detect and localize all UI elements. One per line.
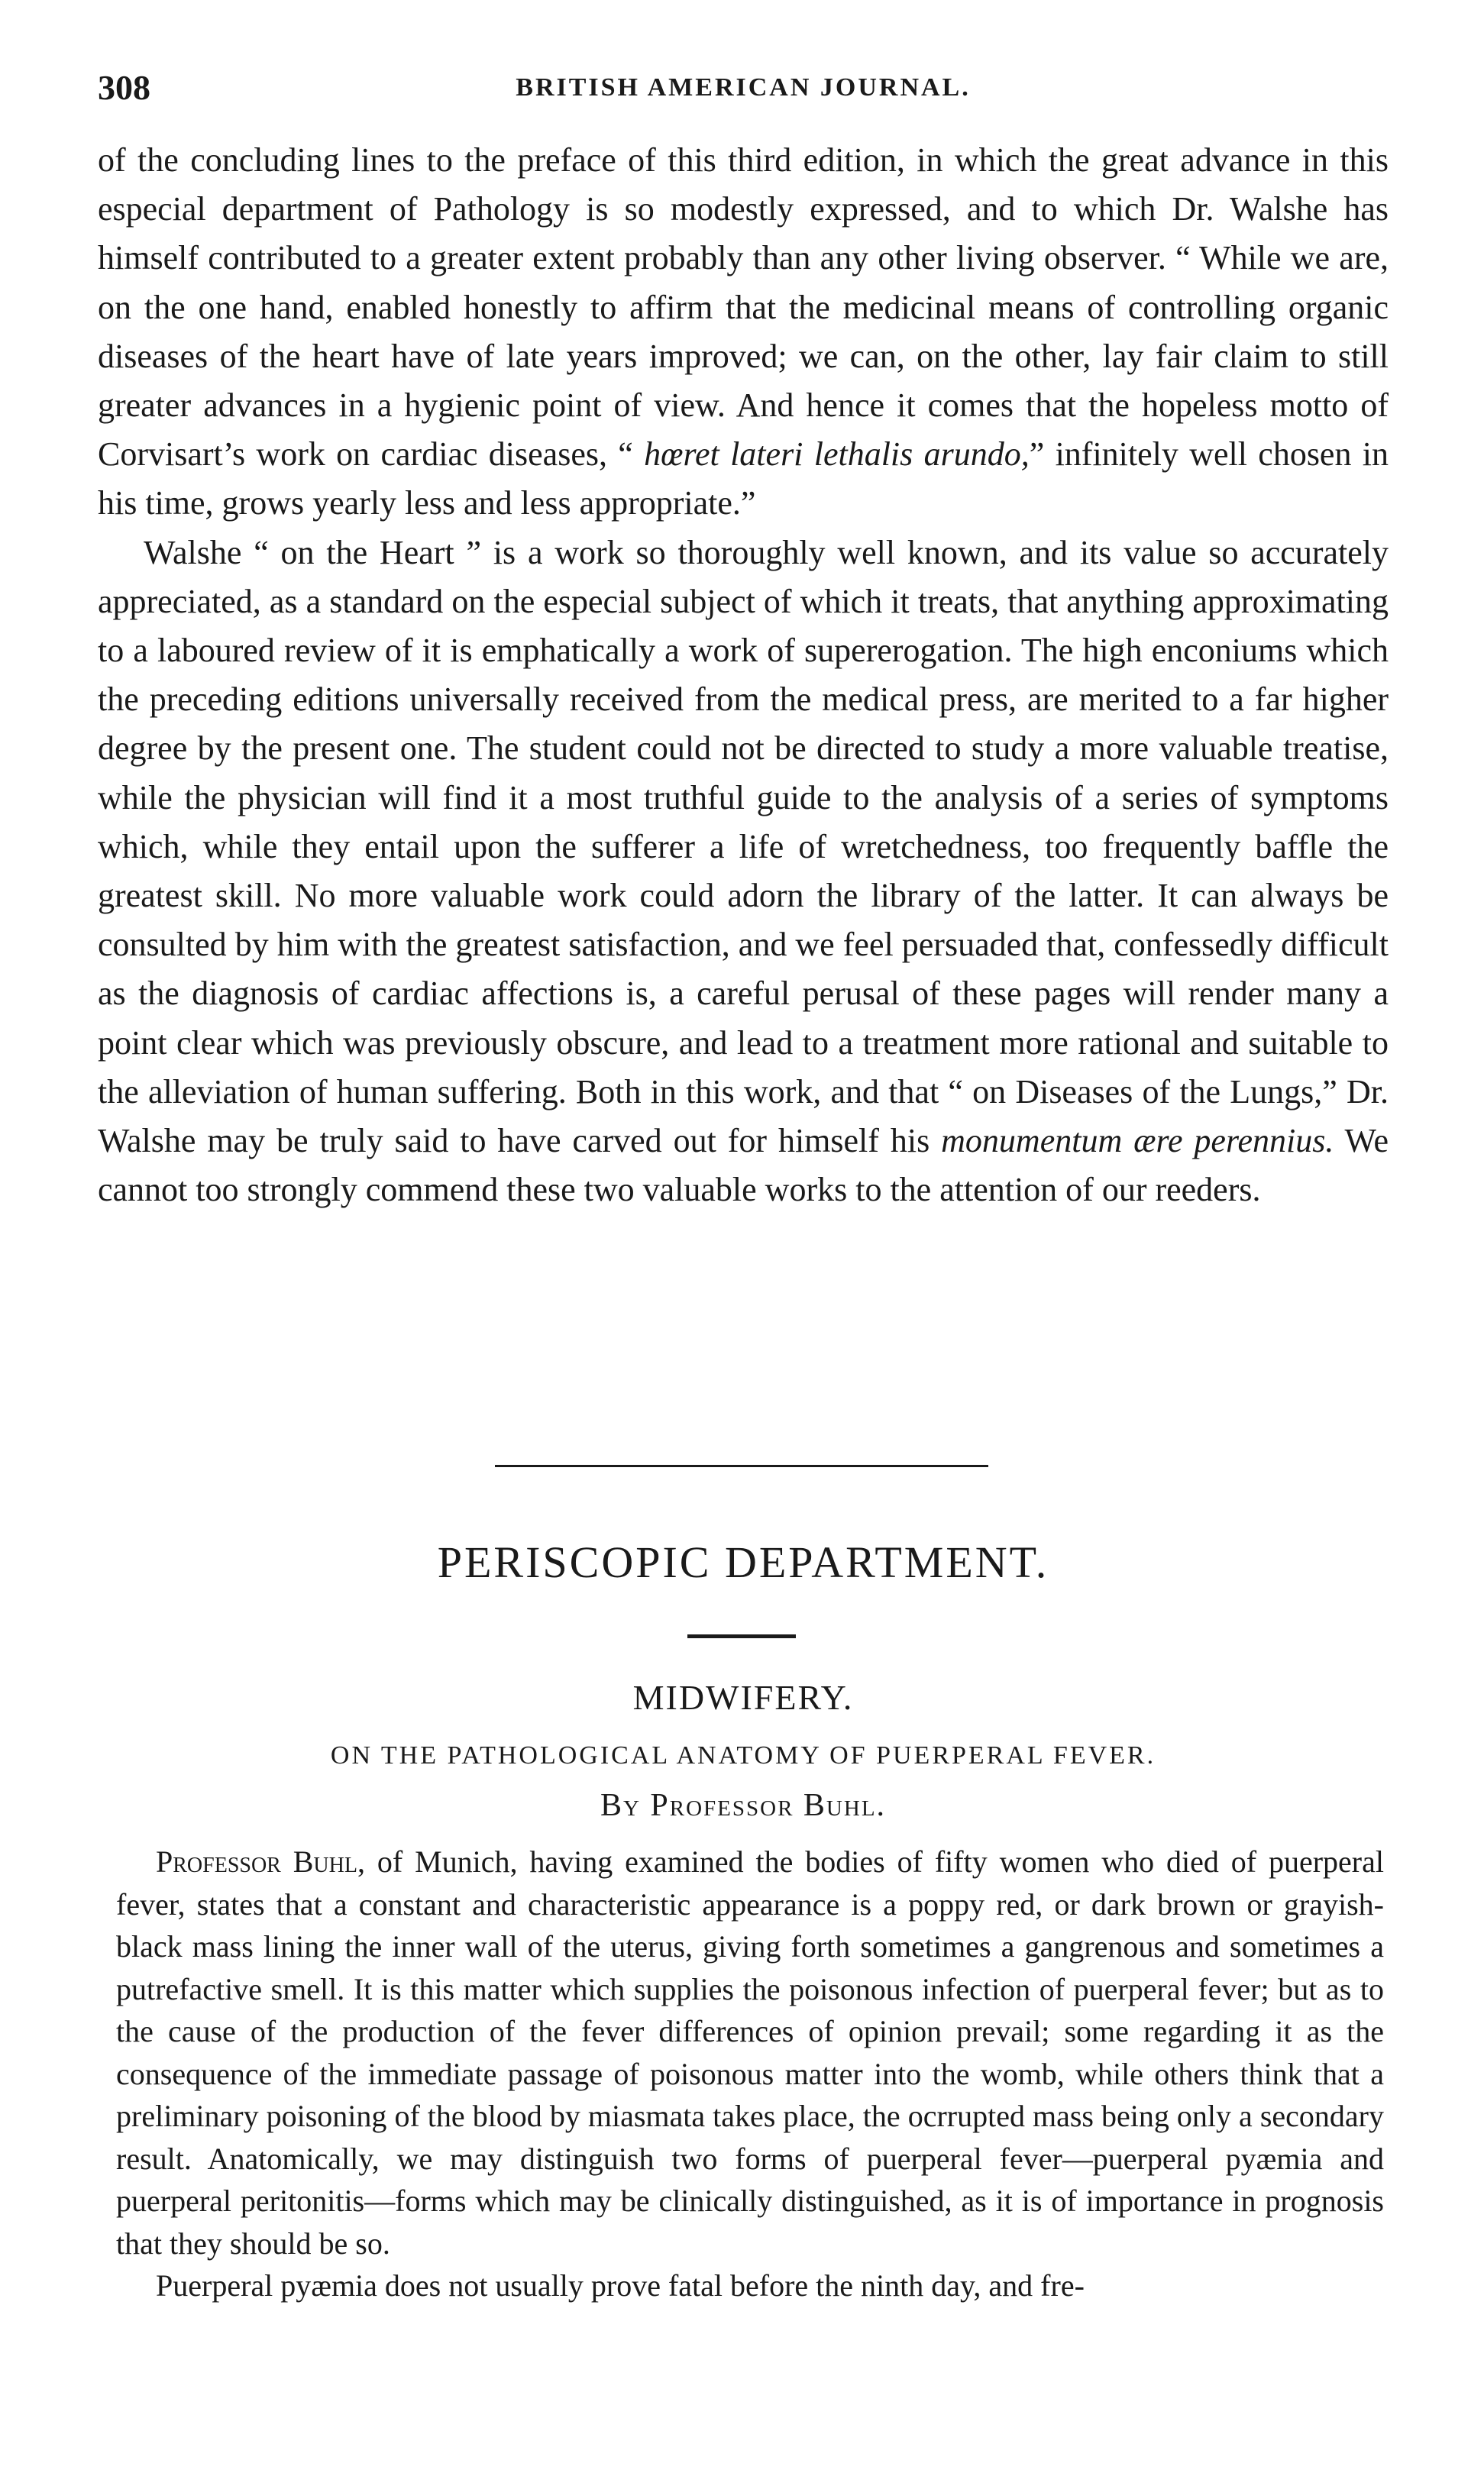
running-header	[98, 67, 1389, 113]
article-title: ON THE PATHOLOGICAL ANATOMY OF PUERPERAL FEVER.	[330, 1741, 1156, 1770]
article-byline: By Professor Buhl.	[600, 1788, 887, 1823]
subsection-title: MIDWIFERY.	[632, 1678, 854, 1717]
latin-quote: monumentum ære perennius.	[941, 1122, 1334, 1160]
book-review	[98, 136, 1389, 1214]
running-title: BRITISH AMERICAN JOURNAL.	[516, 73, 971, 102]
section-divider	[495, 1465, 988, 1467]
article-paragraph	[116, 1841, 1384, 2264]
article-paragraph: Puerperal pyæmia does not usually prove fatal before the ninth day, and fre-	[156, 2268, 1085, 2303]
review-text: ” infinitely well chosen in his time, grows yearly less and less appropriate.”	[98, 435, 1389, 522]
review-text: Walshe “ on the Heart ” is a work so thoroughly well known, and its value so accurately appreciated, as a standard on the especial subject of which it treats, that anything approximating to a laboured review of it is emphatically a work of supererogation. The high enconiums which the preceding editions universally received from the medical press, are merited to a far higher degree by the present one. The student could not be directed to study a more valuable treatise, while the physician will find it a most truthful guide to the analysis of a series of symptoms which, while they entail upon the sufferer a life of wretchedness, too frequently baffle the greatest skill. No more valuable work could adorn the library of the latter. It can always be consulted by him with the greatest satisfaction, and we feel persuaded that, confessedly difficult as the diagnosis of cardiac affections is, a careful perusal of these pages will render many a point clear which was previously obscure, and lead to a treatment more rational and suitable to the alleviation of human suffering. Both in this work, and that “ on Diseases of the Lungs,” Dr. Walshe may be truly said to have carved out for himself his	[98, 533, 1389, 1160]
page-number: 308	[98, 68, 150, 107]
section-divider-short	[687, 1634, 796, 1638]
review-text: of the concluding lines to the preface of this third edition, in which the great advance in this especial department of Pathology is so modestly expressed, and to which Dr. Walshe has himself contributed to a greater extent probably than any other living observer. “ While we are, on the one hand, enabled honestly to affirm that the medicinal means of controlling organic diseases of the heart have of late years improved; we can, on the other, lay fair claim to still greater advances in a hygienic point of view. And hence it comes that the hopeless motto of Corvisart’s work on cardiac diseases, “	[98, 141, 1389, 474]
review-paragraph	[98, 136, 1389, 529]
author-name: Professor Buhl,	[156, 1844, 365, 1879]
article-text: of Munich, having examined the bodies of fifty women who died of puerperal fever, states that a constant and characteristic appearance is a poppy red, or dark brown or grayish-black mass lining the inner wall of the uterus, giving forth sometimes a gangrenous and sometimes a putrefactive smell. It is this matter which supplies the poisonous infection of puerperal fever; but as to the cause of the production of the fever differences of opinion prevail; some regarding it as the consequence of the immediate passage of poisonous matter into the womb, while others think that a preliminary poisoning of the blood by miasmata takes place, the ocrrupted mass being only a secondary result. Anatomically, we may distinguish two forms of puerperal fever—puerperal pyæmia and puerperal peritonitis—forms which may be clinically distinguished, as it is of importance in prognosis that they should be so.	[116, 1844, 1384, 2261]
review-text: We cannot too strongly commend these two valuable works to the attention of our reeders.	[98, 1122, 1389, 1209]
section-title: PERISCOPIC DEPARTMENT.	[437, 1537, 1049, 1587]
review-paragraph	[98, 529, 1389, 1215]
latin-quote: hœret lateri lethalis arundo,	[644, 435, 1030, 474]
article-body	[116, 1841, 1384, 2307]
